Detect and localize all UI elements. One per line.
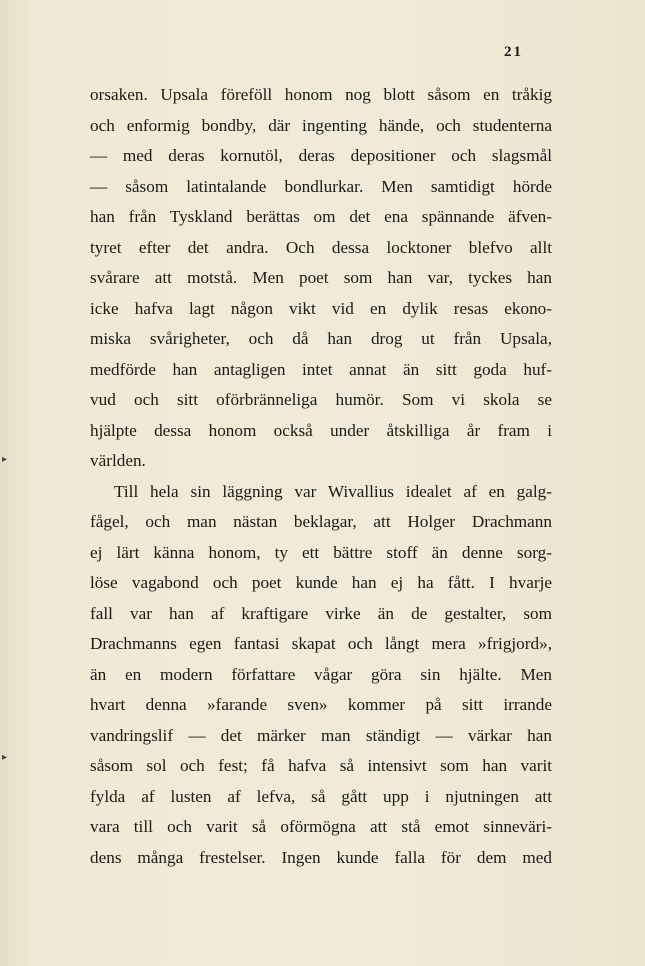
text-line: än en modern författare vågar göra sin hjälte. Men: [90, 664, 552, 684]
text-line: ej lärt känna honom, ty ett bättre stoff än denne sorg-: [90, 542, 552, 562]
paragraph-1: [90, 80, 552, 477]
text-line: medförde han antagligen intet annat än sitt goda huf-: [90, 359, 552, 379]
text-line: hjälpte dessa honom också under åtskilliga år fram i: [90, 420, 552, 440]
text-line: fågel, och man nästan beklagar, att Holger Drachmann: [90, 512, 552, 531]
text-line: dens många frestelser. Ingen kunde falla för dem med: [90, 847, 552, 867]
text-line: vara till och varit så oförmögna att stå emot sinneväri-: [90, 817, 552, 836]
text-line: Drachmanns egen fantasi skapat och långt mera »frigjord»,: [90, 634, 552, 653]
paragraph-2: [90, 477, 552, 874]
text-line: och enformig bondby, där ingenting hände, och studenterna: [90, 115, 552, 135]
text-line: miska svårigheter, och då han drog ut från Upsala,: [90, 329, 552, 348]
text-line: tyret efter det andra. Och dessa locktoner blefvo allt: [90, 237, 552, 257]
text-line: svårare att motstå. Men poet som han var, tyckes han: [90, 268, 552, 287]
text-line: Till hela sin läggning var Wivallius idealet af en galg-: [114, 481, 552, 501]
text-line: — med deras kornutöl, deras depositioner och slagsmål: [90, 146, 552, 165]
text-line: vandringslif — det märker man ständigt — värkar han: [90, 725, 552, 745]
text-line: — såsom latintalande bondlurkar. Men samtidigt hörde: [90, 176, 552, 196]
text-line: fylda af lusten af lefva, så gått upp i njutningen att: [90, 786, 552, 806]
margin-mark: ▸: [2, 752, 8, 763]
margin-mark: ▸: [2, 454, 8, 465]
body-text: [90, 80, 552, 873]
text-line: hvart denna »farande sven» kommer på sitt irrande: [90, 695, 552, 714]
text-line: icke hafva lagt någon vikt vid en dylik resas ekono-: [90, 298, 552, 318]
text-line: löse vagabond och poet kunde han ej ha fått. I hvarje: [90, 573, 552, 592]
text-line: han från Tyskland berättas om det ena spännande äfven-: [90, 207, 552, 226]
page-number: 21: [504, 44, 523, 60]
text-line: orsaken. Upsala föreföll honom nog blott såsom en tråkig: [90, 85, 552, 104]
text-line: världen.: [90, 451, 146, 470]
text-line: såsom sol och fest; få hafva så intensivt som han varit: [90, 756, 552, 775]
text-line: fall var han af kraftigare virke än de gestalter, som: [90, 603, 552, 623]
text-line: vud och sitt oförbränneliga humör. Som vi skola se: [90, 390, 552, 409]
